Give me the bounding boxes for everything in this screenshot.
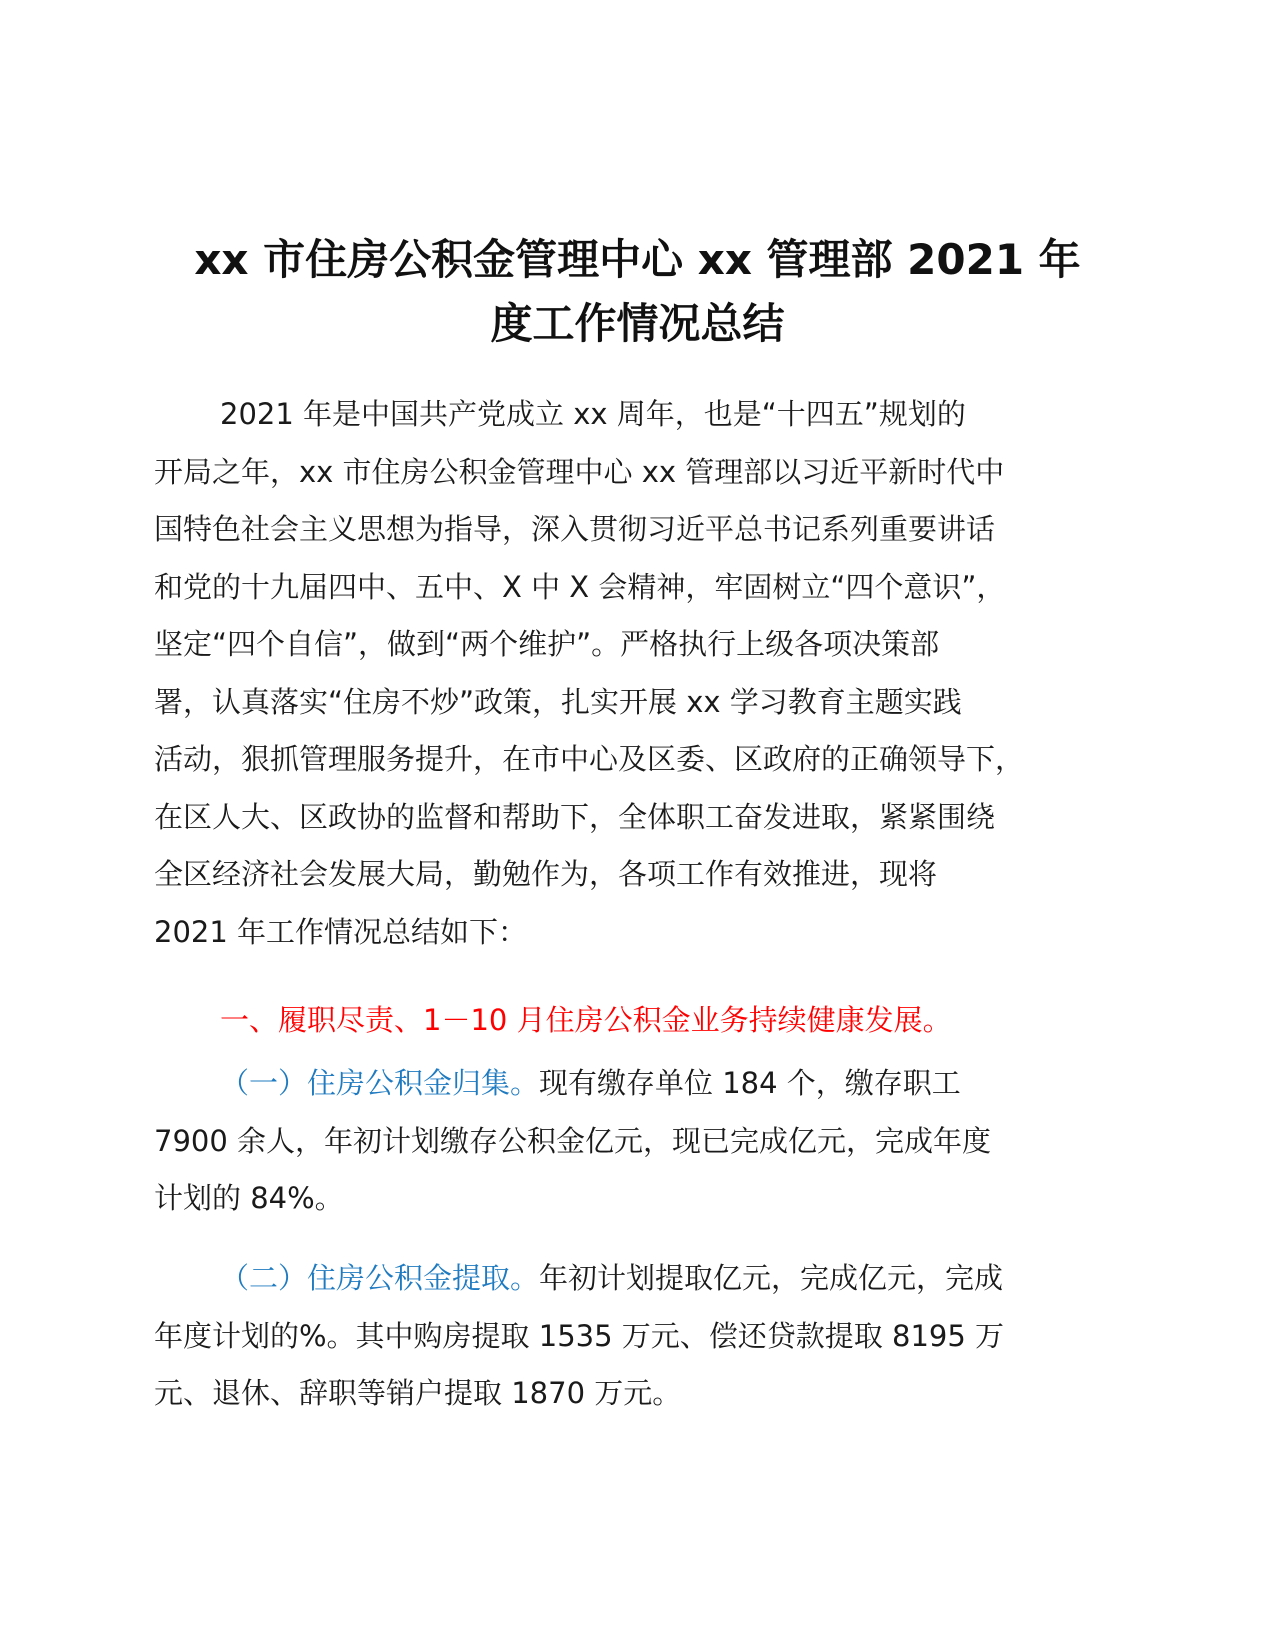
intro-line: 2021 年工作情况总结如下： xyxy=(154,914,528,949)
section-1-line-3: 计划的 84%。 xyxy=(154,1181,344,1215)
section-2-line-2: 年度计划的%。其中购房提取 1535 万元、偿还贷款提取 8195 万 xyxy=(154,1318,1005,1353)
section-2-paragraph xyxy=(154,1250,1126,1423)
intro-line: 全区经济社会发展大局，勤勉作为，各项工作有效推进，现将 xyxy=(154,857,938,891)
section-2-line-1-text: 年初计划提取亿元，完成亿元，完成 xyxy=(539,1261,1004,1295)
intro-line: 国特色社会主义思想为指导，深入贯彻习近平总书记系列重要讲话 xyxy=(154,512,996,546)
section-1-line-2: 7900 余人，年初计划缴存公积金亿元，现已完成亿元，完成年度 xyxy=(154,1123,992,1158)
intro-line: 署，认真落实“住房不炒”政策，扎实开展 xx 学习教育主题实践 xyxy=(154,684,962,719)
intro-line: 2021 年是中国共产党成立 xx 周年，也是“十四五”规划的 xyxy=(220,397,966,431)
title-line-1: xx 市住房公积金管理中心 xx 管理部 2021 年 xyxy=(194,235,1081,284)
section-1-line-1 xyxy=(154,1055,1126,1113)
intro-line: 在区人大、区政协的监督和帮助下，全体职工奋发进取，紧紧围绕 xyxy=(154,799,996,834)
document-title xyxy=(150,228,1125,356)
intro-line: 坚定“四个自信”，做到“两个维护”。严格执行上级各项决策部 xyxy=(154,627,940,661)
intro-line: 和党的十九届四中、五中、X 中 X 会精神，牢固树立“四个意识”， xyxy=(154,569,1006,604)
section-heading-1: 一、履职尽责、1－10 月住房公积金业务持续健康发展。 xyxy=(220,1003,952,1037)
section-2-subtitle: （二）住房公积金提取。 xyxy=(220,1261,540,1295)
section-1-paragraph xyxy=(154,1055,1126,1228)
section-1-subtitle: （一）住房公积金归集。 xyxy=(220,1066,540,1100)
intro-line: 活动，狠抓管理服务提升，在市中心及区委、区政府的正确领导下， xyxy=(154,742,1025,776)
title-line-2: 度工作情况总结 xyxy=(490,299,785,348)
intro-line: 开局之年，xx 市住房公积金管理中心 xx 管理部以习近平新时代中 xyxy=(154,454,1005,489)
intro-paragraph xyxy=(154,386,1126,961)
section-1-line-1-text: 现有缴存单位 184 个，缴存职工 xyxy=(539,1066,961,1100)
section-2-line-1 xyxy=(154,1250,1126,1308)
section-2-line-3: 元、退休、辞职等销户提取 1870 万元。 xyxy=(154,1376,682,1410)
